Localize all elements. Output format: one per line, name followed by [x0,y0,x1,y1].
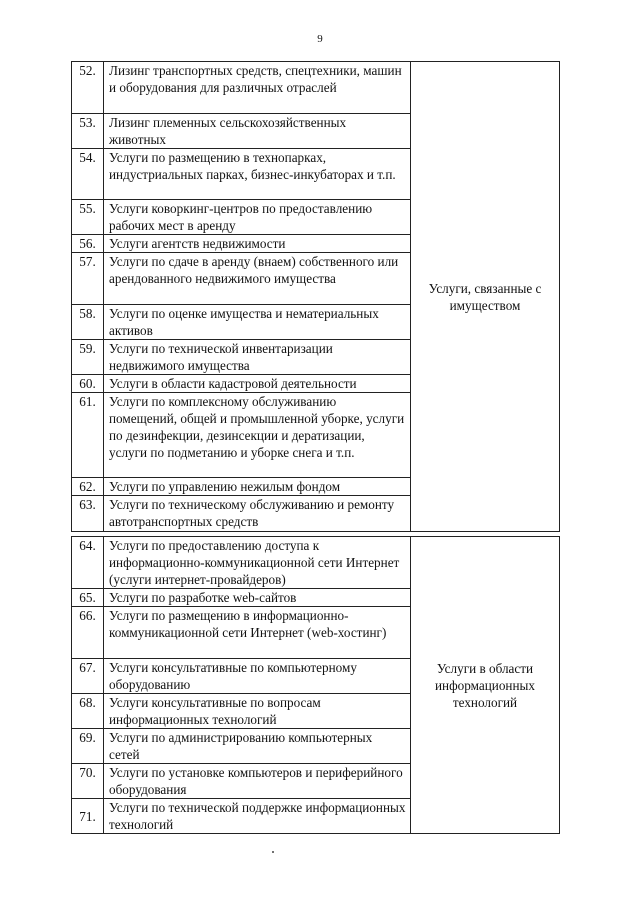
row-number: 63. [72,496,104,532]
row-number: 66. [72,607,104,659]
services-table-property [71,61,560,532]
service-name: Услуги консультативные по компьютерному оборудованию [104,659,411,694]
row-number: 70. [72,764,104,799]
service-name: Услуги по предоставлению доступа к информационно-коммуникационной сети Интернет (услуги интернет-провайдеров) [104,537,411,589]
service-name: Услуги по техническому обслуживанию и ремонту автотранспортных средств [104,496,411,532]
row-number: 58. [72,305,104,340]
row-number: 67. [72,659,104,694]
row-number: 59. [72,340,104,375]
service-name: Услуги агентств недвижимости [104,235,411,253]
service-name: Услуги по размещению в технопарках, индустриальных парках, бизнес-инкубаторах и т.п. [104,149,411,200]
service-name: Услуги по размещению в информационно-коммуникационной сети Интернет (web-хостинг) [104,607,411,659]
services-table-it [71,536,560,834]
row-number: 71. [72,799,104,834]
row-number: 52. [72,62,104,114]
row-number: 57. [72,253,104,305]
row-number: 55. [72,200,104,235]
row-number: 54. [72,149,104,200]
row-number: 62. [72,478,104,496]
service-name: Услуги коворкинг-центров по предоставлению рабочих мест в аренду [104,200,411,235]
service-name: Услуги по комплексному обслуживанию помещений, общей и промышленной уборке, услуги по дезинфекции, дезинсекции и дератизации, услуги по подметанию и уборке снега и т.п. [104,393,411,478]
page-number: 9 [317,33,323,45]
page-mark [272,851,274,853]
row-number: 69. [72,729,104,764]
row-number: 53. [72,114,104,149]
service-name: Лизинг племенных сельскохозяйственных животных [104,114,411,149]
service-name: Услуги по технической инвентаризации недвижимого имущества [104,340,411,375]
row-number: 65. [72,589,104,607]
service-name: Услуги по администрированию компьютерных сетей [104,729,411,764]
row-number: 68. [72,694,104,729]
row-number: 61. [72,393,104,478]
table-row [72,62,560,114]
service-name: Услуги по технической поддержке информационных технологий [104,799,411,834]
service-name: Услуги по установке компьютеров и периферийного оборудования [104,764,411,799]
service-name: Услуги в области кадастровой деятельности [104,375,411,393]
row-number: 64. [72,537,104,589]
service-name: Услуги по сдаче в аренду (внаем) собственного или арендованного недвижимого имущества [104,253,411,305]
service-name: Услуги по разработке web-сайтов [104,589,411,607]
category-cell: Услуги в области информационных технологий [411,537,560,834]
service-name: Услуги по управлению нежилым фондом [104,478,411,496]
table-row [72,537,560,589]
service-name: Услуги по оценке имущества и нематериальных активов [104,305,411,340]
row-number: 56. [72,235,104,253]
category-cell: Услуги, связанные с имуществом [411,62,560,532]
service-name: Лизинг транспортных средств, спецтехники, машин и оборудования для различных отраслей [104,62,411,114]
service-name: Услуги консультативные по вопросам информационных технологий [104,694,411,729]
row-number: 60. [72,375,104,393]
